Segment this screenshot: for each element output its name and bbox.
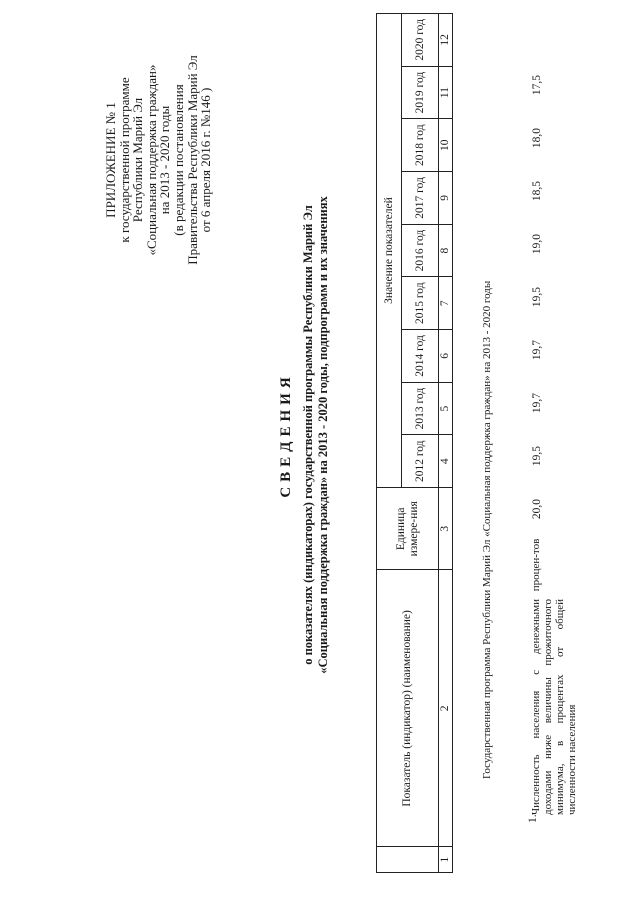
indicators-table xyxy=(376,13,453,873)
header-year: 2016 год xyxy=(402,224,439,277)
indicator-value-2016: 19,5 xyxy=(531,286,543,308)
document-caption xyxy=(278,25,331,845)
indicator-value-2017: 19,0 xyxy=(531,233,543,255)
indicator-value-2012: 20,0 xyxy=(531,498,543,520)
indicator-value-2019: 18,0 xyxy=(531,127,543,149)
column-number: 11 xyxy=(439,66,453,119)
appendix-line: Правительства Республики Марий Эл xyxy=(184,55,200,265)
header-unit: Единица измере-ния xyxy=(377,488,439,570)
appendix-block xyxy=(104,40,213,280)
column-number: 8 xyxy=(439,224,453,277)
appendix-line: на 2013 - 2020 годы xyxy=(157,105,173,215)
header-indicator-name: Показатель (индикатор) (наименование) xyxy=(377,570,439,847)
header-year: 2013 год xyxy=(402,382,439,435)
indicator-value-2014: 19,7 xyxy=(531,392,543,414)
appendix-line: Республики Марий Эл xyxy=(130,97,146,223)
indicator-value-2020: 17,5 xyxy=(531,74,543,96)
header-year: 2019 год xyxy=(402,66,439,119)
header-year: 2014 год xyxy=(402,330,439,383)
caption-line-1: о показателях (индикаторах) государственной программы Республики Марий Эл xyxy=(301,205,315,665)
header-values-group: Значение показателей xyxy=(377,14,402,488)
caption-line-2: «Социальная поддержка граждан» на 2013 - 2020 годы, подпрограмм и их значениях xyxy=(316,196,330,674)
header-year: 2015 год xyxy=(402,277,439,330)
column-number: 1 xyxy=(439,847,453,873)
program-heading: Государственная программа Республики Марий Эл «Социальная поддержка граждан» на 2013 - 2020 годы xyxy=(481,280,493,779)
caption-title: СВЕДЕНИЯ xyxy=(278,372,294,498)
appendix-line: к государственной программе xyxy=(116,77,132,243)
column-number: 12 xyxy=(439,14,453,67)
appendix-line: «Социальная поддержка граждан» xyxy=(143,64,159,256)
indicator-unit: процен-тов xyxy=(530,538,542,592)
header-year: 2020 год xyxy=(402,14,439,67)
appendix-line: (в редакции постановления xyxy=(170,84,186,236)
column-number: 9 xyxy=(439,172,453,225)
column-number: 5 xyxy=(439,382,453,435)
appendix-line: от 6 апреля 2016 г. №146 ) xyxy=(198,87,214,233)
table-column-numbers-row xyxy=(439,14,453,873)
indicator-value-2013: 19,5 xyxy=(531,445,543,467)
indicator-name: Численность населения с денежными доходами ниже величины прожиточного минимума, в процентах от общей численности населения xyxy=(530,599,578,815)
header-number xyxy=(377,847,439,873)
header-year: 2018 год xyxy=(402,119,439,172)
indicator-value-2015: 19,7 xyxy=(531,339,543,361)
header-year: 2012 год xyxy=(402,435,439,488)
indicator-number: 1. xyxy=(527,814,539,823)
indicator-value-2018: 18,5 xyxy=(531,180,543,202)
column-number: 2 xyxy=(439,570,453,847)
column-number: 4 xyxy=(439,435,453,488)
column-number: 7 xyxy=(439,277,453,330)
header-year: 2017 год xyxy=(402,172,439,225)
appendix-line: ПРИЛОЖЕНИЕ № 1 xyxy=(103,102,118,218)
column-number: 10 xyxy=(439,119,453,172)
table-header-row xyxy=(377,14,402,873)
column-number: 6 xyxy=(439,330,453,383)
column-number: 3 xyxy=(439,488,453,570)
